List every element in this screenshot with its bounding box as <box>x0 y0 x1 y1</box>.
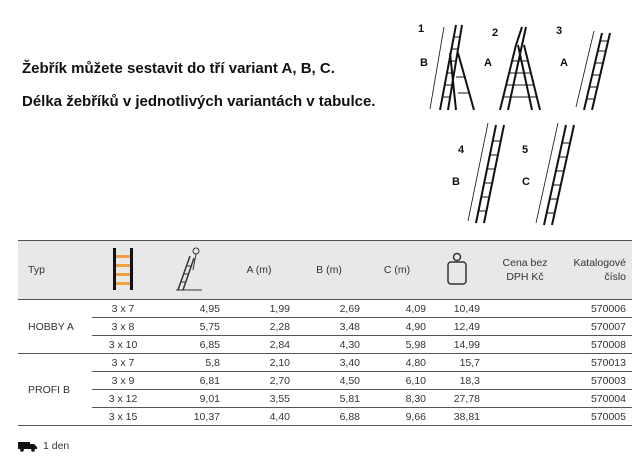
intro-line-2: Délka žebříků v jednotlivých variantách v tabulce. <box>22 93 376 110</box>
cell-c: 4,09 <box>364 300 430 318</box>
diagram-label-3: 3 <box>556 25 563 37</box>
cell-catalog: 570007 <box>566 318 632 336</box>
cell-rungs: 3 x 15 <box>92 408 154 426</box>
table-row <box>18 372 632 390</box>
cell-rungs: 3 x 9 <box>92 372 154 390</box>
ladder-variant-3-icon <box>576 31 610 110</box>
cell-b: 6,88 <box>294 408 364 426</box>
cell-c: 4,90 <box>364 318 430 336</box>
working-height-icon <box>174 246 204 292</box>
cell-weight: 14,99 <box>430 336 484 354</box>
diagram-label-variant-1: B <box>420 57 428 69</box>
header-weight <box>430 241 484 300</box>
cell-rungs: 3 x 12 <box>92 390 154 408</box>
cell-catalog: 570013 <box>566 354 632 372</box>
cell-weight: 15,7 <box>430 354 484 372</box>
cell-a: 2,10 <box>224 354 294 372</box>
ladder-variant-4-icon <box>468 123 504 223</box>
cell-rungs: 3 x 10 <box>92 336 154 354</box>
diagram-label-2: 2 <box>492 27 499 39</box>
weight-icon <box>445 252 469 286</box>
cell-rungs: 3 x 7 <box>92 354 154 372</box>
ladder-spec-table <box>18 240 632 426</box>
cell-weight: 10,49 <box>430 300 484 318</box>
header-price-line2: DPH Kč <box>506 271 544 283</box>
header-price <box>484 241 566 300</box>
delivery-info <box>18 440 69 452</box>
cell-price <box>484 372 566 390</box>
cell-c: 9,66 <box>364 408 430 426</box>
ladder-variant-2-icon <box>500 27 540 110</box>
cell-c: 8,30 <box>364 390 430 408</box>
cell-price <box>484 390 566 408</box>
cell-b: 4,50 <box>294 372 364 390</box>
table-row <box>18 318 632 336</box>
diagram-label-5: 5 <box>522 144 529 156</box>
diagram-label-variant-4: B <box>452 176 460 188</box>
cell-b: 5,81 <box>294 390 364 408</box>
cell-price <box>484 318 566 336</box>
header-working-height <box>154 241 224 300</box>
cell-a: 4,40 <box>224 408 294 426</box>
cell-price <box>484 354 566 372</box>
cell-height: 6,85 <box>154 336 224 354</box>
cell-b: 4,30 <box>294 336 364 354</box>
cell-a: 1,99 <box>224 300 294 318</box>
group-name: HOBBY A <box>18 300 92 354</box>
table-row <box>18 408 632 426</box>
cell-height: 5,75 <box>154 318 224 336</box>
cell-a: 2,70 <box>224 372 294 390</box>
cell-height: 9,01 <box>154 390 224 408</box>
diagram-label-variant-3: A <box>560 57 568 69</box>
cell-height: 4,95 <box>154 300 224 318</box>
cell-weight: 27,78 <box>430 390 484 408</box>
ladder-variant-5-icon <box>536 123 574 225</box>
diagram-label-variant-5: C <box>522 176 530 188</box>
cell-rungs: 3 x 7 <box>92 300 154 318</box>
header-rungs <box>92 241 154 300</box>
header-a: A (m) <box>224 241 294 300</box>
cell-catalog: 570005 <box>566 408 632 426</box>
table-row <box>18 354 632 372</box>
cell-catalog: 570004 <box>566 390 632 408</box>
cell-price <box>484 300 566 318</box>
cell-weight: 38,81 <box>430 408 484 426</box>
cell-weight: 12,49 <box>430 318 484 336</box>
cell-b: 2,69 <box>294 300 364 318</box>
header-catalog-line2: číslo <box>604 271 626 283</box>
cell-a: 3,55 <box>224 390 294 408</box>
cell-price <box>484 408 566 426</box>
cell-a: 2,84 <box>224 336 294 354</box>
header-c: C (m) <box>364 241 430 300</box>
ladder-variant-1-icon <box>430 25 474 110</box>
cell-height: 10,37 <box>154 408 224 426</box>
cell-c: 4,80 <box>364 354 430 372</box>
cell-height: 6,81 <box>154 372 224 390</box>
cell-catalog: 570008 <box>566 336 632 354</box>
cell-c: 6,10 <box>364 372 430 390</box>
cell-height: 5,8 <box>154 354 224 372</box>
ladder-variants-diagram <box>412 15 638 230</box>
cell-weight: 18,3 <box>430 372 484 390</box>
table-row <box>18 336 632 354</box>
cell-b: 3,48 <box>294 318 364 336</box>
diagram-label-variant-2: A <box>484 57 492 69</box>
cell-c: 5,98 <box>364 336 430 354</box>
table-header-row <box>18 241 632 300</box>
header-catalog <box>566 241 632 300</box>
cell-price <box>484 336 566 354</box>
header-price-line1: Cena bez <box>502 257 548 269</box>
table-row <box>18 390 632 408</box>
cell-catalog: 570006 <box>566 300 632 318</box>
header-b: B (m) <box>294 241 364 300</box>
cell-rungs: 3 x 8 <box>92 318 154 336</box>
table-row <box>18 300 632 318</box>
header-catalog-line1: Katalogové <box>573 257 626 269</box>
cell-a: 2,28 <box>224 318 294 336</box>
delivery-text: 1 den <box>43 440 70 452</box>
cell-b: 3,40 <box>294 354 364 372</box>
truck-icon <box>18 441 38 452</box>
cell-catalog: 570003 <box>566 372 632 390</box>
group-name: PROFI B <box>18 354 92 426</box>
header-type: Typ <box>18 241 92 300</box>
ladder-rungs-icon <box>110 247 136 291</box>
intro-line-1: Žebřík můžete sestavit do tří variant A, B, C. <box>22 60 335 77</box>
diagram-label-4: 4 <box>458 144 465 156</box>
diagram-label-1: 1 <box>418 23 425 35</box>
